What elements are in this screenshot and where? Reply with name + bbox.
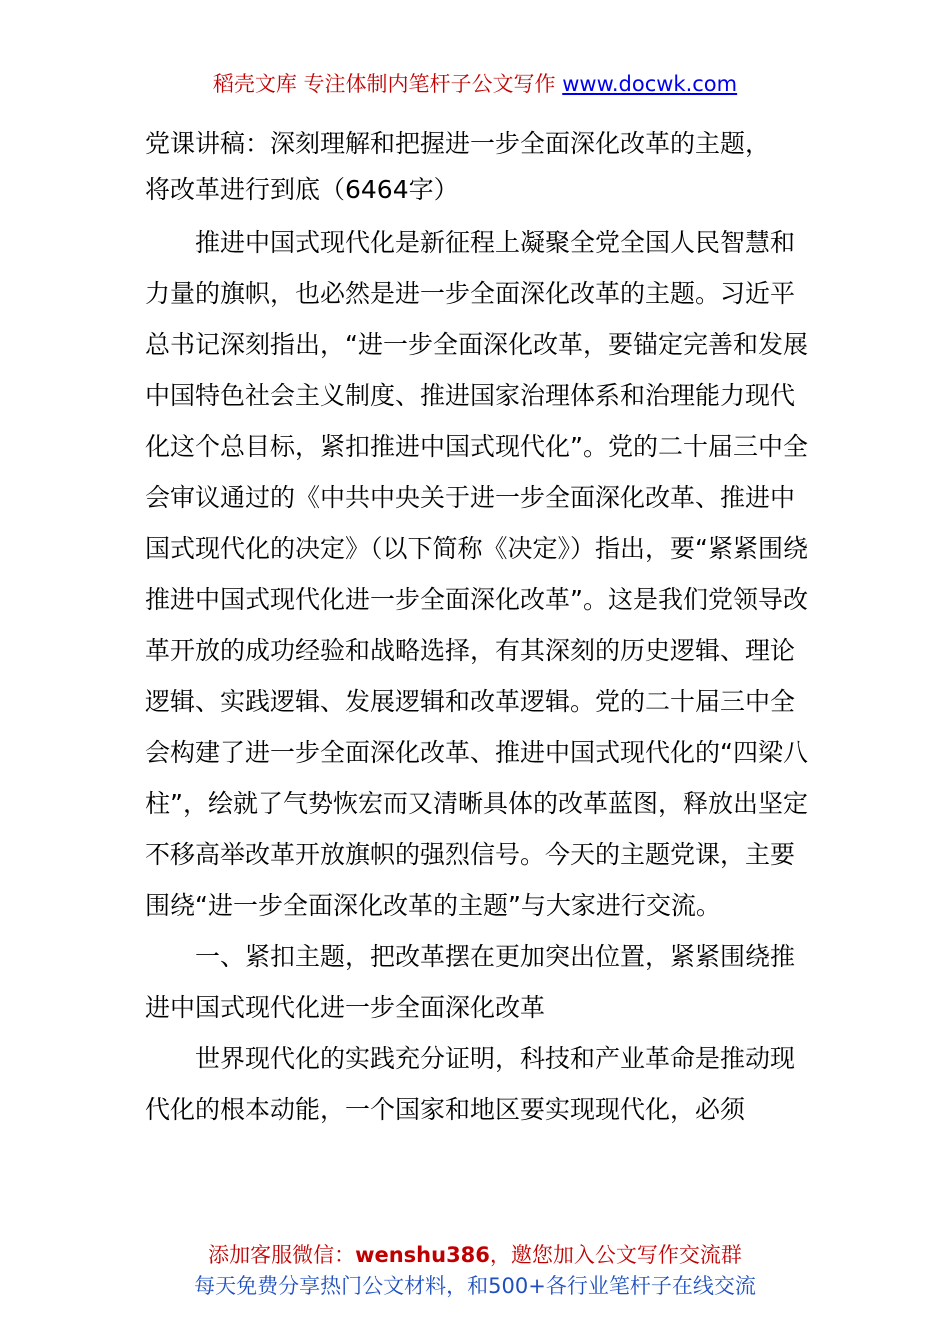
site-url-link[interactable]: www.docwk.com [562, 72, 738, 96]
title-line-1: 党课讲稿：深刻理解和把握进一步全面深化改革的主题， [145, 129, 771, 158]
section-heading-1: 一、紧扣主题，把改革摆在更加突出位置，紧紧围绕推进中国式现代化进一步全面深化改革 [145, 942, 796, 1022]
page-header [0, 70, 950, 98]
footer-line-1 [0, 1240, 950, 1271]
document-body [145, 121, 810, 1135]
footer-wechat-id: wenshu386 [355, 1243, 490, 1267]
title-line-2: 将改革进行到底（6464字） [145, 175, 459, 204]
document-title [145, 121, 810, 213]
paragraph-section-1: 世界现代化的实践充分证明，科技和产业革命是推动现代化的根本动能，一个国家和地区要实现现代化，必须 [145, 1044, 796, 1124]
page-footer [0, 1240, 950, 1302]
paragraph-intro: 推进中国式现代化是新征程上凝聚全党全国人民智慧和力量的旗帜，也必然是进一步全面深化改革的主题。习近平总书记深刻指出，“进一步全面深化改革，要锚定完善和发展中国特色社会主义制度、推进国家治理体系和治理能力现代化这个总目标，紧扣推进中国式现代化”。党的二十届三中全会审议通过的《中共中央关于进一步全面深化改革、推进中国式现代化的决定》（以下简称《决定》）指出，要“紧紧围绕推进中国式现代化进一步全面深化改革”。这是我们党领导改革开放的成功经验和战略选择，有其深刻的历史逻辑、理论逻辑、实践逻辑、发展逻辑和改革逻辑。党的二十届三中全会构建了进一步全面深化改革、推进中国式现代化的“四梁八柱”，绘就了气势恢宏而又清晰具体的改革蓝图，释放出坚定不移高举改革开放旗帜的强烈信号。今天的主题党课，主要围绕“进一步全面深化改革的主题”与大家进行交流。 [145, 228, 808, 920]
footer-wechat-suffix: ，邀您加入公文写作交流群 [489, 1243, 742, 1267]
footer-wechat-prefix: 添加客服微信： [208, 1243, 356, 1267]
footer-line-2: 每天免费分享热门公文材料，和500+各行业笔杆子在线交流 [194, 1274, 756, 1298]
site-slogan: 稻壳文库 专注体制内笔杆子公文写作 [212, 72, 556, 96]
